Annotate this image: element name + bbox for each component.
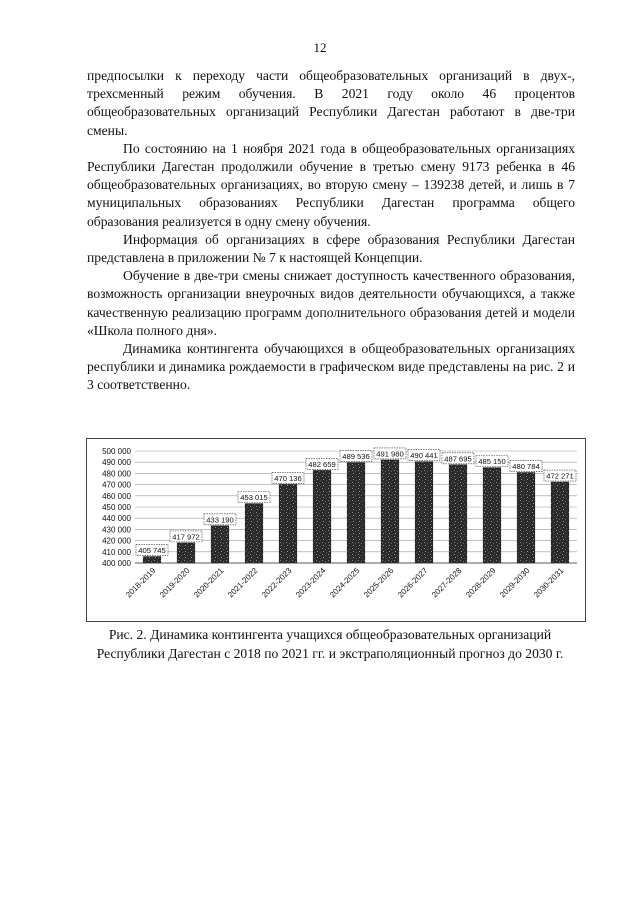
x-tick-label: 2023-2024 [293,566,328,600]
y-tick-label: 490 000 [102,458,131,468]
y-tick-label: 440 000 [102,514,131,524]
y-tick-label: 470 000 [102,480,131,490]
x-tick-label: 2030-2031 [531,566,566,600]
data-label: 489 536 [342,452,370,462]
bar [483,468,501,563]
paragraph: предпосылки к переходу части общеобразовательных организаций в двух-, трехсменный режим обучения. В 2021 году около 46 процентов общеобразовательных организаций Республики Дагестан работают в две-три смены. [87,68,575,138]
body-text [87,67,575,395]
bar [177,543,195,563]
paragraph: Динамика контингента обучающихся в общеобразовательных организациях республики и динамика рождаемости в графическом виде представлены на рис. 2 и 3 соответственно. [87,341,575,393]
x-tick-label: 2020-2021 [191,566,226,600]
bar [143,557,161,563]
data-label: 485 150 [478,457,506,467]
data-label: 417 972 [172,532,200,542]
data-label: 480 784 [512,462,540,472]
data-label: 472 271 [546,471,574,481]
data-label: 405 745 [138,546,166,556]
bar [245,504,263,563]
y-tick-label: 480 000 [102,469,131,479]
bar [551,482,569,563]
bar [313,470,331,563]
y-tick-label: 460 000 [102,491,131,501]
y-tick-label: 420 000 [102,536,131,546]
y-tick-label: 410 000 [102,547,131,557]
data-label: 433 190 [206,515,234,525]
x-tick-label: 2028-2029 [463,566,498,600]
bar [415,462,433,563]
bar [449,465,467,563]
bar [347,463,365,563]
page-number: 12 [313,40,327,55]
data-label: 491 980 [376,449,404,459]
chart-figure [86,438,586,622]
bar [211,526,229,563]
data-label: 490 441 [410,451,438,461]
data-label: 487 695 [444,454,472,464]
y-tick-label: 430 000 [102,525,131,535]
data-label: 482 659 [308,459,336,469]
x-tick-label: 2021-2022 [225,566,260,600]
bar [279,484,297,563]
data-label: 453 015 [240,493,268,503]
x-tick-label: 2022-2023 [259,566,294,600]
bar [381,460,399,563]
paragraph: Информация об организациях в сфере образования Республики Дагестан представлена в приложении № 7 к настоящей Концепции. [87,231,575,266]
bar-chart [87,439,585,621]
y-tick-label: 450 000 [102,503,131,512]
data-label: 470 136 [274,473,302,483]
x-tick-label: 2025-2026 [361,566,396,600]
figure-caption: Рис. 2. Динамика контингента учащихся общеобразовательных организаций Республики Дагестан с 2018 по 2021 гг. и экстраполяционный прогноз до 2030 г. [96,627,564,661]
paragraph: Обучение в две-три смены снижает доступность качественного образования, возможность организации внеурочных видов деятельности обучающихся, а также качественную реализацию программ дополнительного образования детей и модели «Школа полного дня». [87,268,575,338]
x-tick-label: 2018-2019 [123,566,158,600]
y-tick-label: 500 000 [102,447,131,456]
x-tick-label: 2024-2025 [327,566,362,600]
x-tick-label: 2027-2028 [429,566,464,600]
x-tick-label: 2029-2030 [497,566,532,600]
bar [517,473,535,563]
y-tick-label: 400 000 [102,559,131,568]
x-tick-label: 2019-2020 [157,566,192,600]
paragraph: По состоянию на 1 ноября 2021 года в общеобразовательных организациях Республики Дагестан продолжили обучение в третью смену 9173 ребенка в 46 общеобразовательных организациях, во вторую смену – 139238 детей, и лишь в 7 муниципальных образованиях Республики Дагестан программа общего образования реализуется в одну смену обучения. [87,140,575,229]
x-tick-label: 2026-2027 [395,566,430,600]
